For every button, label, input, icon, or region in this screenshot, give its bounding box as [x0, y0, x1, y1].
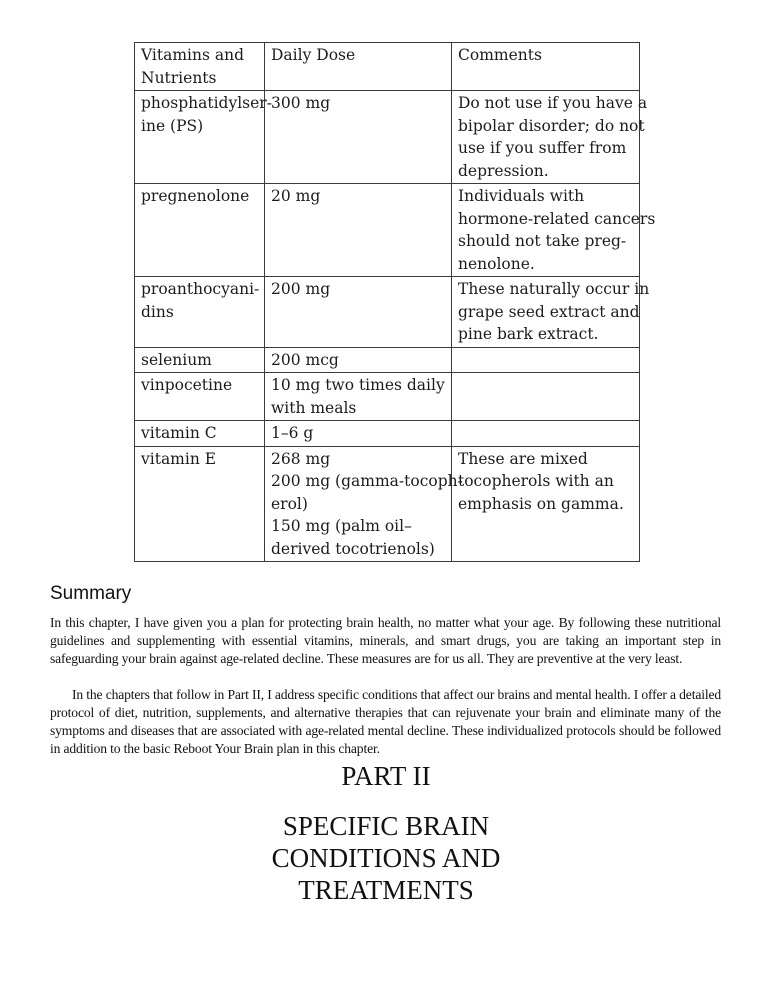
nutrient-cell [135, 277, 265, 348]
cell-text-line: phosphatidylser- [141, 94, 272, 112]
summary-paragraph-2: In the chapters that follow in Part II, I address specific conditions that affect our brains and mental health. I offer a detailed protocol of diet, nutrition, supplements, and alternative therapies that can rejuvenate your brain and eliminate many of the symptoms and diseases that are associated with age-related mental decline. These individualized protocols should be followed in addition to the basic Reboot Your Brain plan in this chapter. [50, 687, 721, 756]
cell-text-line: proanthocyani- [141, 280, 260, 298]
part-title-line-1: SPECIFIC BRAIN [282, 811, 490, 841]
table-row [135, 446, 640, 562]
cell-text-line: should not take preg- [458, 232, 627, 250]
cell-text-line: Do not use if you have a [458, 94, 648, 112]
dose-cell [265, 277, 452, 348]
cell-text-line: 300 mg [271, 94, 331, 112]
cell-text-line: 1–6 g [271, 424, 314, 442]
cell-text-line: grape seed extract and [458, 302, 640, 321]
dose-cell [265, 184, 452, 277]
summary-paragraph-1: In this chapter, I have given you a plan for protecting brain health, no matter what your age. By following these nutritional guidelines and supplementing with essential vitamins, minerals, and smart drugs, you are taking an important step in safeguarding your brain against age-related decline. These measures are for us all. They are preventive at the very least. [50, 615, 721, 666]
header-text-line: Daily Dose [271, 46, 356, 64]
comment-cell [452, 91, 648, 184]
cell-text-line: erol) [271, 494, 308, 513]
cell-text-line: selenium [141, 350, 212, 369]
cell-text-line: 200 mg [271, 280, 331, 298]
cell-text-line: vinpocetine [141, 376, 233, 394]
comment-cell [452, 277, 650, 348]
table-row [135, 373, 640, 421]
comment-cell [452, 446, 640, 562]
table-row [135, 421, 640, 447]
cell-text-line: 200 mg (gamma-tocoph- [271, 472, 463, 490]
cell-text-line: nenolone. [458, 254, 535, 273]
part-label: PART II [341, 761, 431, 791]
nutrient-cell [135, 446, 265, 562]
nutrient-cell [135, 373, 265, 421]
cell-text-line: ine (PS) [141, 116, 204, 135]
cell-text-line: pregnenolone [141, 187, 250, 205]
nutrient-cell [135, 347, 265, 373]
cell-text-line: with meals [271, 398, 357, 417]
dose-cell [265, 373, 452, 421]
nutrient-cell [135, 91, 272, 184]
table-row [135, 347, 640, 373]
comment-cell [452, 421, 640, 447]
cell-text-line: Individuals with [458, 187, 585, 205]
header-nutrient [135, 43, 265, 91]
cell-text-line: use if you suffer from [458, 139, 627, 157]
comment-cell [452, 347, 640, 373]
part-title-line-3: TREATMENTS [298, 875, 474, 905]
cell-text-line: vitamin C [141, 424, 217, 442]
cell-text-line: These naturally occur in [458, 280, 650, 298]
table-row [135, 277, 640, 348]
comment-cell [452, 373, 640, 421]
summary-heading: Summary [50, 583, 132, 604]
table-row [135, 184, 640, 277]
cell-text-line: dins [141, 302, 174, 321]
cell-text-line: hormone-related cancers [458, 209, 656, 228]
comment-cell [452, 184, 656, 277]
header-text-line: Comments [458, 46, 542, 64]
nutrient-cell [135, 421, 265, 447]
dose-cell [265, 421, 452, 447]
cell-text-line: depression. [458, 161, 549, 180]
header-comments [452, 43, 640, 91]
part-title [0, 810, 772, 906]
cell-text-line: vitamin E [141, 449, 217, 468]
cell-text-line: 200 mcg [271, 350, 339, 369]
cell-text-line: 20 mg [271, 187, 321, 205]
supplement-table [134, 42, 656, 562]
table-body [135, 91, 656, 562]
header-text-line: Vitamins and [141, 46, 245, 64]
cell-text-line: 10 mg two times daily [271, 376, 445, 394]
nutrient-cell [135, 184, 265, 277]
cell-text-line: tocopherols with an [458, 472, 614, 490]
table-row [135, 91, 640, 184]
cell-text-line: bipolar disorder; do not [458, 116, 645, 135]
header-daily-dose [265, 43, 452, 91]
dose-cell [265, 347, 452, 373]
part-title-line-2: CONDITIONS AND [271, 843, 501, 873]
header-text-line: Nutrients [141, 68, 217, 87]
cell-text-line: pine bark extract. [458, 325, 599, 343]
dose-cell [265, 91, 452, 184]
table-header-row [135, 43, 640, 91]
cell-text-line: emphasis on gamma. [458, 494, 624, 513]
cell-text-line: These are mixed [458, 449, 588, 468]
cell-text-line: derived tocotrienols) [271, 539, 435, 558]
dose-cell [265, 446, 463, 562]
cell-text-line: 150 mg (palm oil– [271, 517, 412, 535]
cell-text-line: 268 mg [271, 449, 331, 468]
